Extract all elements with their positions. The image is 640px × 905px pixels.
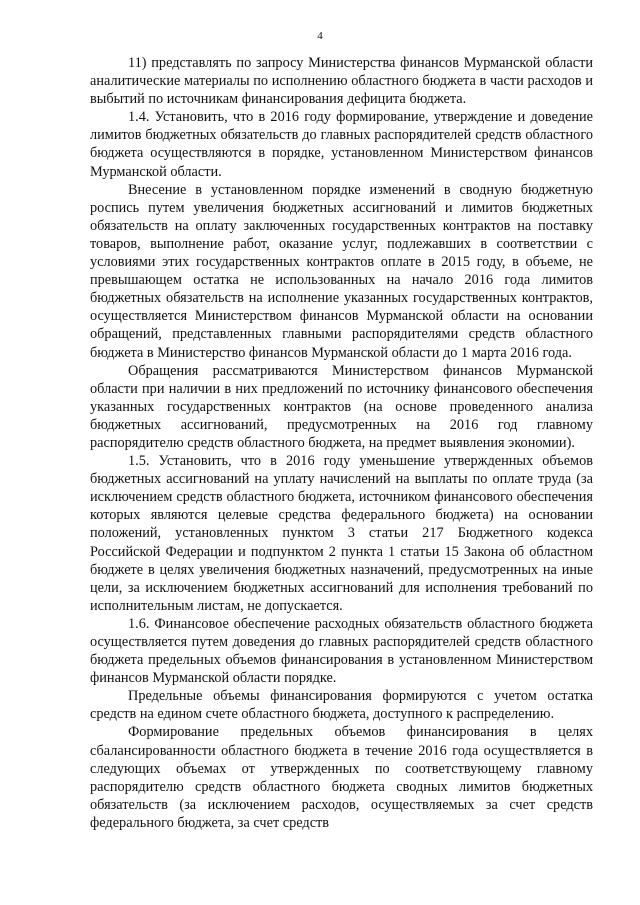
paragraph-clause-1-4: 1.4. Установить, что в 2016 году формирование, утверждение и доведение лимитов бюджетных обязательств до главных распорядителей средств областного бюджета осуществляются в порядке, установленном Министерством финансов Мурманской области. (90, 109, 593, 180)
paragraph-budget-changes: Внесение в установленном порядке изменений в сводную бюджетную роспись путем увеличения бюджетных ассигнований и лимитов бюджетных обязательств на оплату заключенных государственных контрактов на поставку товаров, выполнение работ, оказание услуг, подлежавших в соответствии с условиями этих государственных контрактов оплате в 2015 году, в объеме, не превышающем остатка не использованных на начало 2016 года лимитов бюджетных обязательств на исполнение указанных государственных контрактов, осуществляется Министерством финансов Мурманской области на основании обращений, представленных главными распорядителями средств областного бюджета в Министерство финансов Мурманской области до 1 марта 2016 года. (90, 181, 593, 361)
paragraph-clause-11: 11) представлять по запросу Министерства финансов Мурманской области аналитические материалы по исполнению областного бюджета в части расходов и выбытий по источникам финансирования дефицита бюджета. (90, 55, 593, 108)
paragraph-limit-formation: Формирование предельных объемов финансирования в целях сбалансированности областного бюджета в течение 2016 года осуществляется в следующих объемах от утвержденных по соответствующему главному распорядителю средств областного бюджета сводных лимитов бюджетных обязательств (за исключением расходов, осуществляемых за счет средств федерального бюджета, за счет средств (90, 724, 593, 831)
paragraph-clause-1-6: 1.6. Финансовое обеспечение расходных обязательств областного бюджета осуществляется путем доведения до главных распорядителей средств областного бюджета предельных объемов финансирования в установленном Министерством финансов Мурманской области порядке. (90, 615, 593, 687)
document-body (90, 54, 593, 832)
paragraph-limit-volumes: Предельные объемы финансирования формируются с учетом остатка средств на едином счете областного бюджета, доступного к распределению. (90, 688, 593, 723)
paragraph-appeals: Обращения рассматриваются Министерством финансов Мурманской области при наличии в них предложений по источнику финансового обеспечения указанных государственных контрактов (на основе проведенного анализа бюджетных ассигнований, предусмотренных на 2016 год главному распорядителю средств областного бюджета, на предмет выявления экономии). (90, 362, 593, 451)
page-number: 4 (317, 30, 323, 42)
paragraph-clause-1-5: 1.5. Установить, что в 2016 году уменьшение утвержденных объемов бюджетных ассигнований на уплату начислений на выплаты по оплате труда (за исключением средств областного бюджета, источником финансового обеспечения которых являются целевые средства федерального бюджета) на основании положений, установленных пунктом 3 статьи 217 Бюджетного кодекса Российской Федерации и подпунктом 2 пункта 1 статьи 15 Закона об областном бюджете в целях увеличения бюджетных назначений, предусмотренных на иные цели, за исключением бюджетных ассигнований для исполнения требований по исполнительным листам, не допускается. (90, 453, 593, 614)
